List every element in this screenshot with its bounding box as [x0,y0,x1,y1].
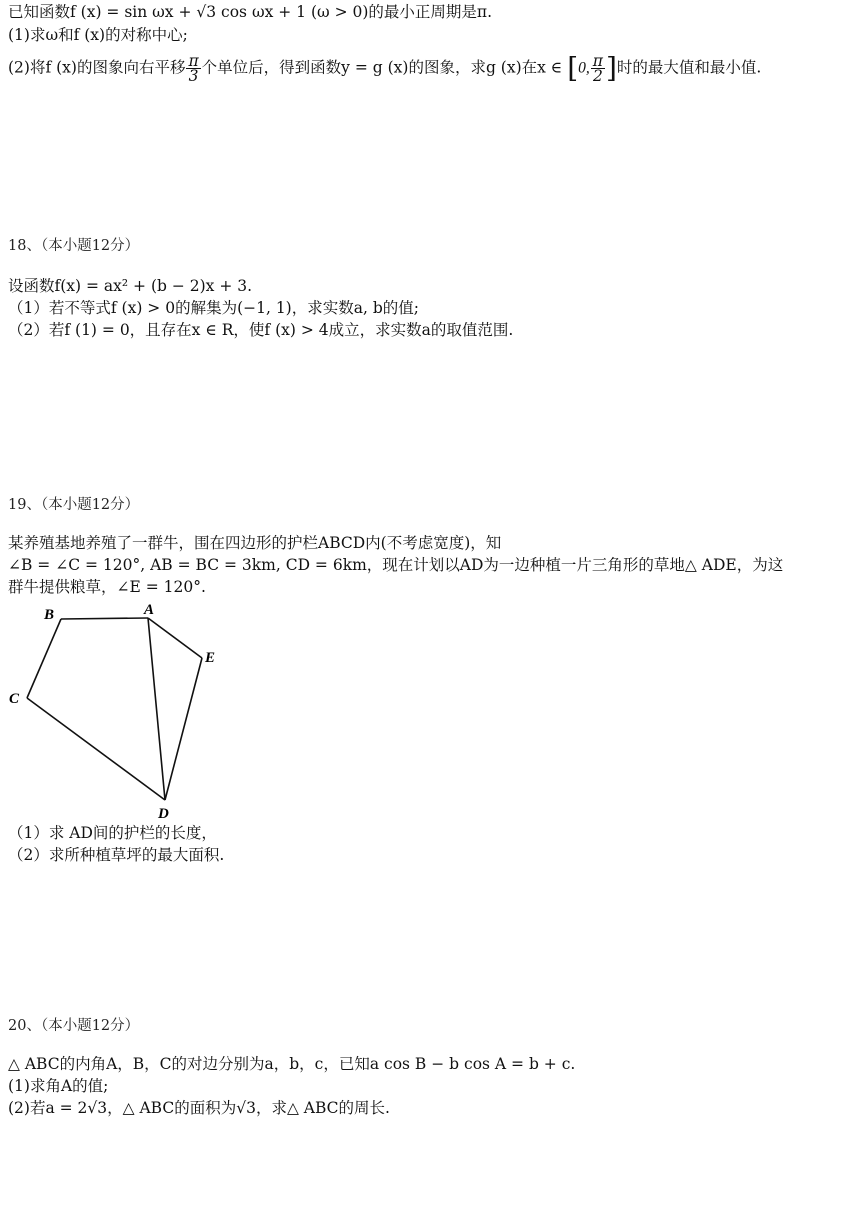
segment-BA [61,618,148,619]
vertex-label-D: D [158,806,169,822]
q17-part1: (1)求ω和f (x)的对称中心; [8,26,188,44]
q18-part2: （2）若f (1) = 0，且存在x ∈ R，使f (x) > 4成立，求实数a的取值范围. [8,321,514,339]
q17-interval-left: 0, [578,59,590,77]
q19-quadrilateral-figure [0,598,240,822]
q17-interval-num: π [592,52,603,70]
q18-heading: 18、（本小题12分） [8,238,140,254]
segment-ED [165,658,202,800]
q17-statement: 已知函数f (x) = sin ωx + √3 cos ωx + 1 (ω > 0)的最小正周期是π. [8,3,493,21]
q19-part1: （1）求 AD间的护栏的长度， [8,824,217,842]
segment-AD [148,618,165,800]
q17-shift-fraction [186,54,200,83]
q17-part2 [8,51,762,85]
q20-heading: 20、（本小题12分） [8,1018,140,1034]
q17-interval-close: ] [605,51,617,85]
q18-statement: 设函数f(x) = ax² + (b − 2)x + 3. [8,277,253,295]
q17-part2-pre: (2)将f (x)的图象向右平移 [8,58,186,77]
vertex-label-B: B [44,607,55,623]
segment-BC [27,619,61,698]
q17-interval-fraction [591,54,605,83]
q17-shift-num: π [188,52,199,70]
q19-statement-line3: 群牛提供粮草，∠E = 120°. [8,578,206,596]
q17-shift-den: 3 [188,67,199,85]
q17-interval-open: [ [567,51,579,85]
vertex-label-E: E [205,650,216,666]
q19-statement-line2: ∠B = ∠C = 120°, AB = BC = 3km, CD = 6km，现在计划以AD为一边种植一片三角形的草地△ ADE，为这 [8,556,784,574]
q18-part1: （1）若不等式f (x) > 0的解集为(−1, 1)，求实数a, b的值; [8,299,419,317]
segment-AE [148,618,202,658]
q19-heading: 19、（本小题12分） [8,497,140,513]
q17-part2-post: 时的最大值和最小值. [616,58,762,77]
vertex-label-A: A [144,602,155,618]
q19-statement-line1: 某养殖基地养殖了一群牛，围在四边形的护栏ABCD内(不考虑宽度)，知 [8,534,502,552]
q17-interval-den: 2 [592,67,603,85]
q20-part1: (1)求角A的值; [8,1077,109,1095]
q20-statement: △ ABC的内角A，B，C的对边分别为a，b，c，已知a cos B − b cos A = b + c. [8,1055,576,1073]
q19-part2: （2）求所种植草坪的最大面积. [8,846,225,864]
q17-part2-mid: 个单位后，得到函数y = g (x)的图象，求g (x)在x ∈ [201,58,563,77]
q20-part2: (2)若a = 2√3，△ ABC的面积为√3，求△ ABC的周长. [8,1099,390,1117]
vertex-label-C: C [9,691,20,707]
segment-CD [27,698,165,800]
